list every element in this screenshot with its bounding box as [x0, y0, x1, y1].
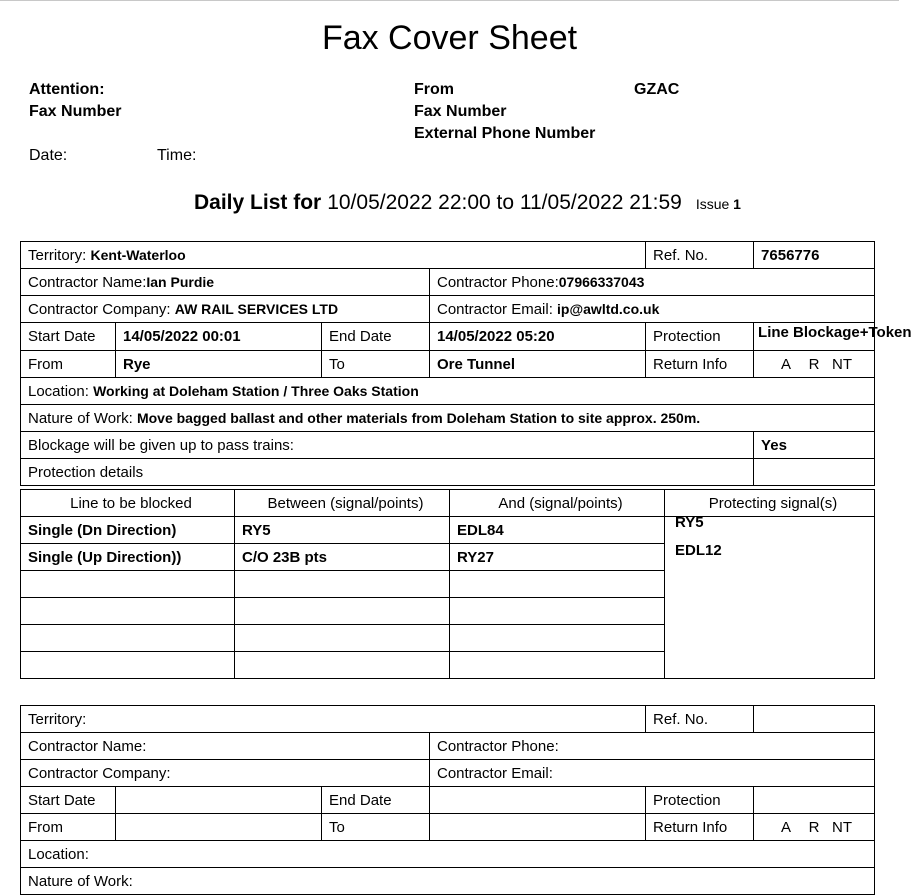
- return-a: A: [781, 355, 792, 373]
- location-cell: [21, 378, 875, 405]
- contractor-phone-cell: [430, 269, 875, 296]
- contractor-name-row: [21, 269, 875, 296]
- to-value: Ore Tunnel: [430, 351, 646, 378]
- start-date-label: Start Date: [21, 323, 116, 351]
- col-and-header: And (signal/points): [450, 490, 665, 517]
- contractor-name-label: Contractor Name:: [21, 733, 430, 760]
- daily-list-heading: [194, 191, 741, 215]
- dates-row: [21, 323, 875, 351]
- from-label: From: [21, 351, 116, 378]
- end-date-value: 14/05/2022 05:20: [430, 323, 646, 351]
- contractor-phone-label: Contractor Phone:: [437, 273, 559, 291]
- entry-table-1: [20, 241, 912, 486]
- between-cell: [235, 598, 450, 625]
- blockage-value: Yes: [754, 432, 875, 459]
- protection-label: Protection: [646, 787, 754, 814]
- and-cell: [450, 598, 665, 625]
- territory-row: [21, 706, 875, 733]
- line-cell: [21, 625, 235, 652]
- territory-row: [21, 242, 875, 269]
- protection-value: Line Blockage+Token: [754, 323, 875, 351]
- signals-header-row: [21, 490, 875, 517]
- protecting-signal: EDL12: [675, 542, 722, 559]
- line-cell: Single (Dn Direction): [21, 517, 235, 544]
- contractor-company-row: [21, 296, 875, 323]
- contractor-company-value: AW RAIL SERVICES LTD: [174, 300, 339, 317]
- contractor-company-cell: [21, 296, 430, 323]
- nature-cell: [21, 405, 875, 432]
- attention-label: Attention:: [29, 81, 105, 98]
- nature-label: Nature of Work:: [28, 409, 133, 427]
- between-cell: [235, 571, 450, 598]
- date-label: Date:: [29, 147, 68, 164]
- from-to-row: [21, 351, 875, 378]
- contractor-company-label: Contractor Company:: [28, 300, 171, 318]
- from-value: [116, 814, 322, 841]
- return-r: R: [808, 355, 820, 373]
- end-date-value: [430, 787, 646, 814]
- entry-table-2: [20, 705, 875, 895]
- to-label: To: [322, 351, 430, 378]
- protection-details-row: [21, 459, 875, 486]
- start-date-label: Start Date: [21, 787, 116, 814]
- page-title: Fax Cover Sheet: [321, 19, 578, 57]
- start-date-value: [116, 787, 322, 814]
- end-date-label: End Date: [322, 787, 430, 814]
- territory-label: Territory:: [21, 706, 646, 733]
- territory-value: Kent-Waterloo: [90, 246, 186, 263]
- from-value: Rye: [116, 351, 322, 378]
- ref-no-label: Ref. No.: [646, 706, 754, 733]
- return-a: A: [781, 818, 792, 836]
- from-value: GZAC: [634, 81, 680, 98]
- blockage-label: Blockage will be given up to pass trains:: [21, 432, 754, 459]
- between-cell: [235, 652, 450, 679]
- return-info-options: [754, 814, 875, 841]
- between-cell: RY5: [235, 517, 450, 544]
- return-info-label: Return Info: [646, 814, 754, 841]
- protecting-signals-cell: [665, 514, 875, 679]
- nature-row: [21, 405, 875, 432]
- external-phone-label: External Phone Number: [414, 125, 596, 142]
- nature-label: Nature of Work:: [21, 868, 875, 895]
- from-to-row: [21, 814, 875, 841]
- from-label: From: [21, 814, 116, 841]
- location-row: [21, 841, 875, 868]
- to-value: [430, 814, 646, 841]
- ref-no-label: Ref. No.: [646, 242, 754, 269]
- location-value: Working at Doleham Station / Three Oaks Station: [93, 382, 419, 399]
- blockage-row: [21, 432, 875, 459]
- col-protecting-header: Protecting signal(s): [665, 490, 875, 517]
- signals-table-1: [20, 489, 875, 679]
- return-info-label: Return Info: [646, 351, 754, 378]
- contractor-name-label: Contractor Name:: [28, 273, 147, 291]
- table-row: [21, 517, 875, 544]
- dates-row: [21, 787, 875, 814]
- contractor-email-value: ip@awltd.co.uk: [557, 300, 660, 317]
- and-cell: [450, 571, 665, 598]
- protecting-signal: RY5: [675, 514, 704, 531]
- to-label: To: [322, 814, 430, 841]
- protection-label: Protection: [646, 323, 754, 351]
- return-nt: NT: [832, 818, 853, 836]
- return-info-options: [754, 351, 875, 378]
- between-cell: C/O 23B pts: [235, 544, 450, 571]
- ref-no-value: [754, 706, 875, 733]
- return-nt: NT: [832, 355, 853, 373]
- issue: [696, 196, 741, 212]
- between-cell: [235, 625, 450, 652]
- contractor-email-cell: [430, 296, 875, 323]
- nature-row: [21, 868, 875, 895]
- daily-list-label: Daily List for: [194, 191, 322, 214]
- line-cell: [21, 652, 235, 679]
- ref-no-value: 7656776: [754, 242, 875, 269]
- from-fax-number-label: Fax Number: [414, 103, 507, 120]
- time-label: Time:: [157, 147, 197, 164]
- col-between-header: Between (signal/points): [235, 490, 450, 517]
- and-cell: RY27: [450, 544, 665, 571]
- issue-value: 1: [733, 196, 741, 212]
- territory-cell: [21, 242, 646, 269]
- location-row: [21, 378, 875, 405]
- contractor-company-row: [21, 760, 875, 787]
- line-cell: [21, 598, 235, 625]
- col-line-header: Line to be blocked: [21, 490, 235, 517]
- fax-number-label: Fax Number: [29, 103, 122, 120]
- protection-value: [754, 787, 875, 814]
- protection-details-empty: [754, 459, 875, 486]
- nature-value: Move bagged ballast and other materials from Doleham Station to site approx. 250m.: [136, 409, 701, 426]
- contractor-company-label: Contractor Company:: [21, 760, 430, 787]
- territory-label: Territory:: [28, 246, 87, 264]
- contractor-name-cell: [21, 269, 430, 296]
- location-label: Location:: [28, 382, 89, 400]
- start-date-value: 14/05/2022 00:01: [116, 323, 322, 351]
- from-label: From: [414, 81, 454, 98]
- daily-list-range: 10/05/2022 22:00 to 11/05/2022 21:59: [327, 191, 682, 214]
- contractor-phone-value: 07966337043: [558, 273, 645, 290]
- issue-label: Issue: [695, 196, 730, 212]
- line-cell: [21, 571, 235, 598]
- location-label: Location:: [21, 841, 875, 868]
- and-cell: [450, 625, 665, 652]
- contractor-name-value: Ian Purdie: [146, 273, 215, 290]
- contractor-email-label: Contractor Email:: [437, 300, 553, 318]
- return-r: R: [808, 818, 820, 836]
- contractor-email-label: Contractor Email:: [430, 760, 875, 787]
- contractor-name-row: [21, 733, 875, 760]
- protection-details-label: Protection details: [21, 459, 754, 486]
- end-date-label: End Date: [322, 323, 430, 351]
- contractor-phone-label: Contractor Phone:: [430, 733, 875, 760]
- and-cell: [450, 652, 665, 679]
- line-cell: Single (Up Direction)): [21, 544, 235, 571]
- and-cell: EDL84: [450, 517, 665, 544]
